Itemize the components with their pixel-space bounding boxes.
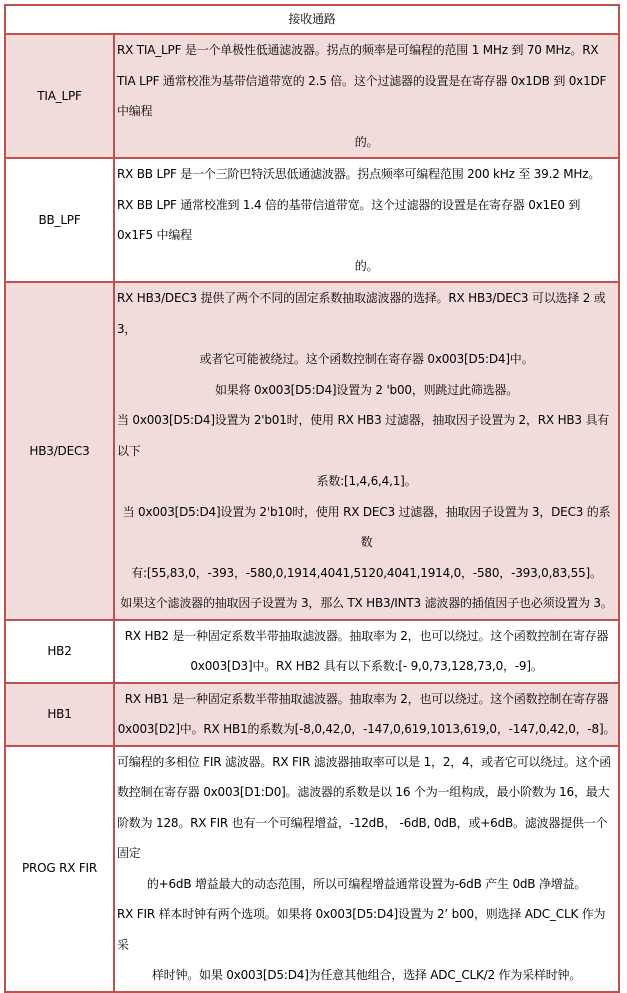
description-paragraph: 如果这个滤波器的抽取因子设置为 3，那么 TX HB3/INT3 滤波器的插值因子也必须设置为 3。	[120, 596, 613, 610]
table-row	[5, 683, 619, 746]
description-paragraph: 0x003[D2]中。RX HB1的系数为[-8,0,42,0，-147,0,619,1013,619,0，-147,0,42,0，-8]。	[117, 722, 616, 736]
description-paragraph: 0x003[D3]中。RX HB2 具有以下系数:[- 9,0,73,128,73,0，-9]。	[190, 659, 543, 673]
filter-description-cell	[114, 158, 619, 282]
filter-description-cell	[114, 683, 619, 746]
table-row	[5, 158, 619, 282]
description-paragraph: RX HB2 是一种固定系数半带抽取滤波器。抽取率为 2，也可以绕过。这个函数控制在寄存器	[124, 628, 609, 643]
description-paragraph: 当 0x003[D5:D4]设置为 2'b01时，使用 RX HB3 过滤器，抽取因子设置为 2，RX HB3 具有以下	[117, 413, 610, 458]
filter-description-cell	[114, 746, 619, 992]
description-paragraph: RX HB1 是一种固定系数半带抽取滤波器。抽取率为 2，也可以绕过。这个函数控制在寄存器	[124, 691, 609, 706]
description-paragraph: 或者它可能被绕过。这个函数控制在寄存器 0x003[D5:D4]中。	[199, 352, 534, 366]
table-row	[5, 620, 619, 683]
description-paragraph: 的。	[354, 134, 379, 149]
filter-name-cell: HB3/DEC3	[5, 282, 114, 620]
description-paragraph: 的。	[354, 258, 379, 273]
description-paragraph: 样时钟。如果 0x003[D5:D4]为任意其他组合，选择 ADC_CLK/2 作为采样时钟。	[151, 968, 582, 982]
filter-name-cell: PROG RX FIR	[5, 746, 114, 992]
filter-name-cell: BB_LPF	[5, 158, 114, 282]
description-paragraph: 如果将 0x003[D5:D4]设置为 2 'b00，则跳过此筛选器。	[214, 382, 519, 397]
description-paragraph: RX FIR 样本时钟有两个选项。如果将 0x003[D5:D4]设置为 2’ b00，则选择 ADC_CLK 作为采	[117, 907, 606, 952]
filter-name-cell: HB2	[5, 620, 114, 683]
filter-description-cell	[114, 620, 619, 683]
description-paragraph: RX HB3/DEC3 提供了两个不同的固定系数抽取滤波器的选择。RX HB3/DEC3 可以选择 2 或 3，	[117, 291, 606, 336]
description-paragraph: 可编程的多相位 FIR 滤波器。RX FIR 滤波器抽取率可以是 1，2，4，或者它可以绕过。这个函数控制在寄存器 0x003[D1:D0]。滤波器的系数是以 16 个为一组构成，最小阶数为 16，最大阶数为 128。RX FIR 也有一个可编程增益，-12dB， -6dB, 0dB，或+6dB。滤波器提供一个固定	[117, 754, 612, 860]
description-paragraph: 有:[55,83,0，-393，-580,0,1914,4041,5120,4041,1914,0，-580，-393,0,83,55]。	[131, 565, 602, 580]
filter-name-cell: TIA_LPF	[5, 34, 114, 158]
description-paragraph: 当 0x003[D5:D4]设置为 2'b10时，使用 RX DEC3 过滤器，抽取因子设置为 3，DEC3 的系数	[122, 504, 611, 549]
filter-name-cell: HB1	[5, 683, 114, 746]
table-row	[5, 34, 619, 158]
table-row	[5, 282, 619, 620]
description-paragraph: RX BB LPF 是一个三阶巴特沃思低通滤波器。拐点频率可编程范围 200 kHz 至 39.2 MHz。RX BB LPF 通常校准到 1.4 倍的基带信道带宽。这个过滤器的设置是在寄存器 0x1E0 到 0x1F5 中编程	[117, 167, 601, 242]
table-row	[5, 746, 619, 992]
filter-description-cell	[114, 282, 619, 620]
table-header-row	[5, 5, 619, 34]
description-paragraph: 的+6dB 增益最大的动态范围，所以可编程增益通常设置为-6dB 产生 0dB 净增益。	[146, 876, 587, 891]
filter-description-cell	[114, 34, 619, 158]
receive-path-table	[4, 4, 620, 993]
description-paragraph: RX TIA_LPF 是一个单极性低通滤波器。拐点的频率是可编程的范围 1 MHz 到 70 MHz。RX TIA LPF 通常校准为基带信道带宽的 2.5 倍。这个过滤器的设置是在寄存器 0x1DB 到 0x1DF 中编程	[117, 43, 607, 118]
table-header: 接收通路	[5, 5, 619, 34]
description-paragraph: 系数:[1,4,6,4,1]。	[316, 474, 417, 488]
